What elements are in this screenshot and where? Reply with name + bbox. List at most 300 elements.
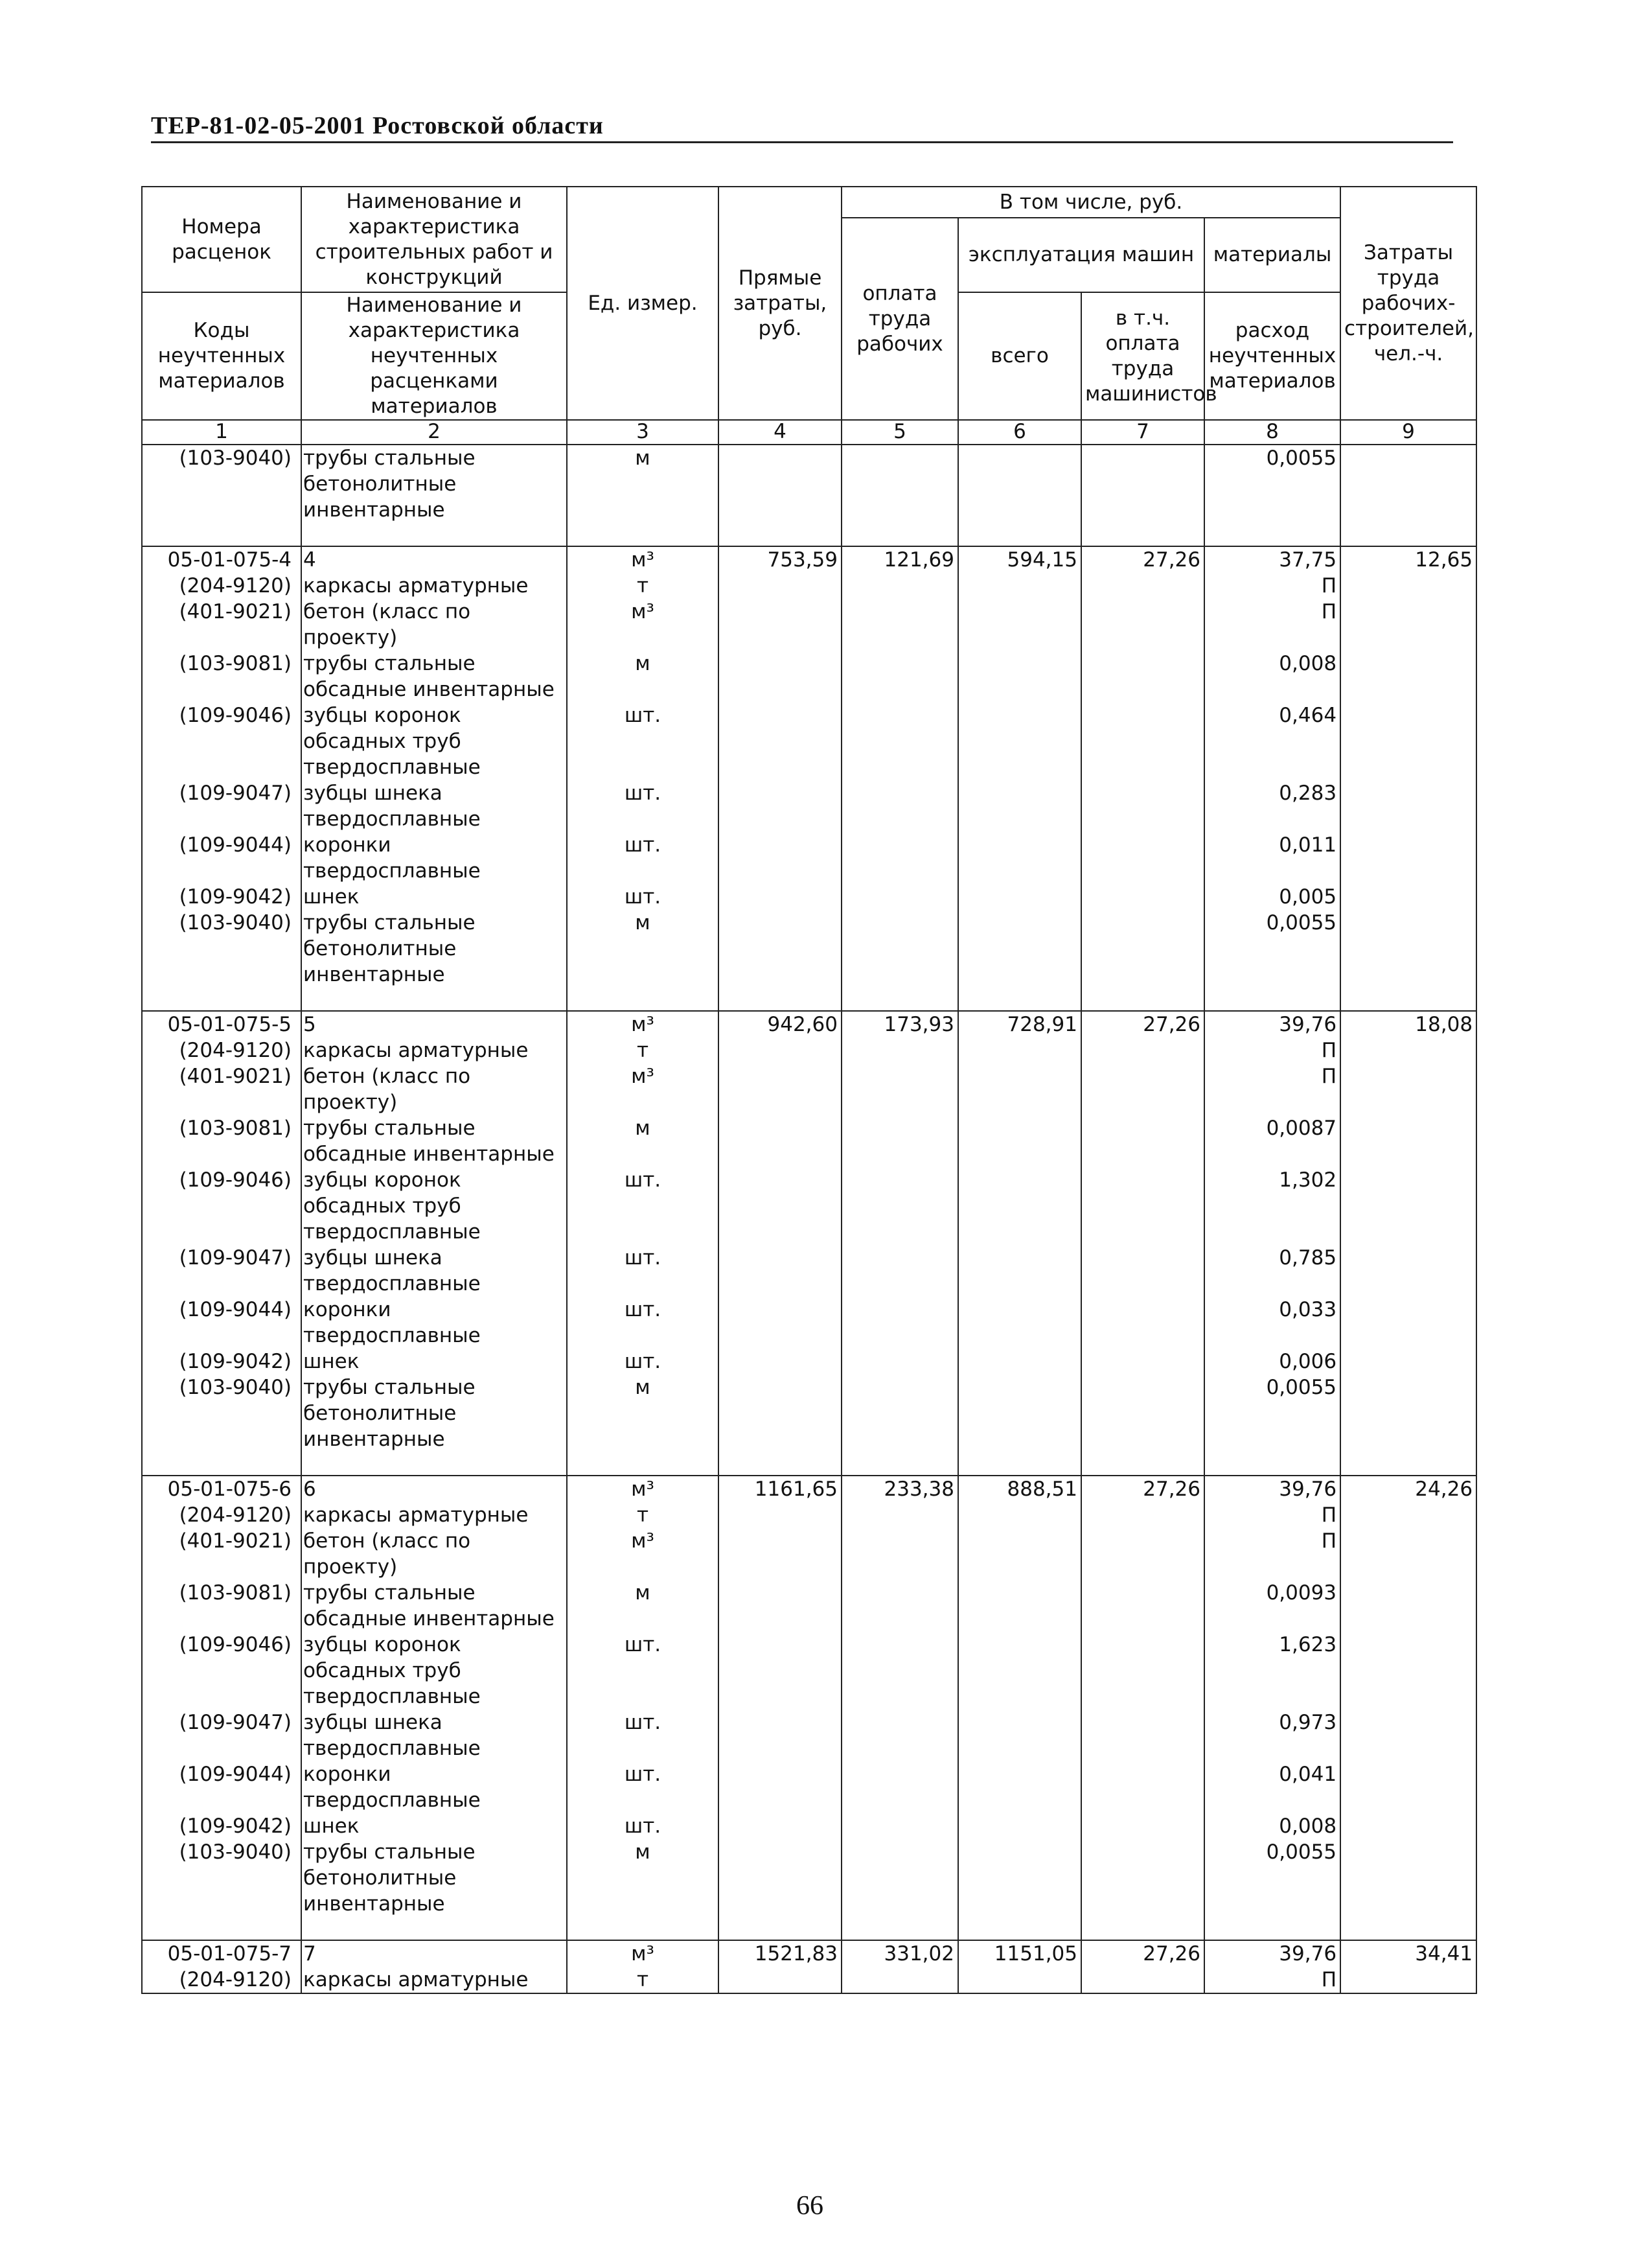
labor-pay — [842, 1761, 958, 1813]
column-number: 3 — [567, 420, 718, 445]
work-name: трубы стальные обсадные инвентарные — [301, 1580, 567, 1632]
spacer-cell — [1204, 1917, 1340, 1940]
labor-pay: 331,02 — [842, 1940, 958, 1967]
unit-cell: шт. — [567, 832, 718, 884]
labor-pay — [842, 599, 958, 651]
labor-hours — [1340, 1813, 1476, 1839]
labor-pay — [842, 1710, 958, 1761]
direct-cost — [718, 910, 842, 988]
direct-cost — [718, 1245, 842, 1297]
material-usage: П — [1204, 599, 1340, 651]
spacer-cell — [1340, 1917, 1476, 1940]
labor-hours — [1340, 1038, 1476, 1063]
direct-cost — [718, 702, 842, 780]
machinist-pay — [1081, 1632, 1204, 1710]
direct-cost — [718, 1502, 842, 1528]
machinist-pay — [1081, 1839, 1204, 1917]
labor-pay — [842, 1349, 958, 1374]
direct-cost: 1521,83 — [718, 1940, 842, 1967]
direct-cost — [718, 1167, 842, 1245]
machinist-pay — [1081, 651, 1204, 702]
labor-pay — [842, 1839, 958, 1917]
table-row — [142, 1167, 1476, 1245]
labor-hours — [1340, 1710, 1476, 1761]
material-usage: 0,041 — [1204, 1761, 1340, 1813]
machinist-pay — [1081, 1063, 1204, 1115]
labor-hours — [1340, 1632, 1476, 1710]
direct-cost — [718, 1967, 842, 1993]
material-usage: П — [1204, 573, 1340, 599]
col1-bottom: Коды неучтенных материалов — [142, 292, 301, 420]
work-name: каркасы арматурные — [301, 1967, 567, 1993]
rate-code: (103-9081) — [142, 1580, 301, 1632]
unit-cell: шт. — [567, 1167, 718, 1245]
labor-hours: 34,41 — [1340, 1940, 1476, 1967]
table-row — [142, 910, 1476, 988]
machine-cost — [958, 1063, 1081, 1115]
spacer-cell — [567, 988, 718, 1011]
machine-cost — [958, 702, 1081, 780]
machinist-pay — [1081, 832, 1204, 884]
machine-cost — [958, 1245, 1081, 1297]
work-name: шнек — [301, 884, 567, 910]
machinist-pay — [1081, 1580, 1204, 1632]
table-row — [142, 1761, 1476, 1813]
direct-cost — [718, 1632, 842, 1710]
unit-cell: м³ — [567, 599, 718, 651]
spacer-cell — [718, 1452, 842, 1476]
unit-cell: м³ — [567, 1528, 718, 1580]
material-usage: 0,005 — [1204, 884, 1340, 910]
col5-labor-pay: оплата труда рабочих — [842, 218, 958, 420]
spacer-cell — [1340, 523, 1476, 546]
machine-cost — [958, 1839, 1081, 1917]
work-name: трубы стальные бетонолитные инвентарные — [301, 910, 567, 988]
spacer-cell — [958, 988, 1081, 1011]
column-number: 9 — [1340, 420, 1476, 445]
labor-pay — [842, 445, 958, 523]
labor-pay — [842, 1063, 958, 1115]
work-name: зубцы шнека твердосплавные — [301, 1710, 567, 1761]
material-usage: 0,464 — [1204, 702, 1340, 780]
document-title: ТЕР-81-02-05-2001 Ростовской области — [151, 112, 604, 139]
table-body — [142, 445, 1476, 1993]
machine-cost — [958, 1632, 1081, 1710]
column-number: 4 — [718, 420, 842, 445]
table-row — [142, 780, 1476, 832]
material-usage: 0,006 — [1204, 1349, 1340, 1374]
labor-pay — [842, 1245, 958, 1297]
spacer-cell — [842, 1452, 958, 1476]
machine-cost — [958, 832, 1081, 884]
machine-cost — [958, 1710, 1081, 1761]
machinist-pay — [1081, 780, 1204, 832]
table-row — [142, 1011, 1476, 1038]
table-row — [142, 702, 1476, 780]
machinist-pay — [1081, 1349, 1204, 1374]
rate-code: (109-9042) — [142, 1349, 301, 1374]
column-number: 1 — [142, 420, 301, 445]
spacer-cell — [958, 523, 1081, 546]
labor-pay — [842, 651, 958, 702]
unit-cell: шт. — [567, 1761, 718, 1813]
machinist-pay: 27,26 — [1081, 1476, 1204, 1502]
unit-cell: шт. — [567, 1349, 718, 1374]
machinist-pay — [1081, 1967, 1204, 1993]
table-row — [142, 884, 1476, 910]
direct-cost: 1161,65 — [718, 1476, 842, 1502]
work-name: зубцы шнека твердосплавные — [301, 1245, 567, 1297]
machinist-pay — [1081, 1528, 1204, 1580]
labor-pay — [842, 1374, 958, 1452]
labor-hours — [1340, 573, 1476, 599]
table-header — [142, 187, 1476, 445]
machine-cost — [958, 1580, 1081, 1632]
table-row — [142, 1476, 1476, 1502]
work-name: каркасы арматурные — [301, 1038, 567, 1063]
column-number: 2 — [301, 420, 567, 445]
unit-cell: м — [567, 1580, 718, 1632]
estimate-table — [141, 186, 1477, 1994]
labor-hours — [1340, 1297, 1476, 1349]
rate-code: (103-9081) — [142, 1115, 301, 1167]
direct-cost — [718, 1839, 842, 1917]
spacer-row — [142, 1917, 1476, 1940]
machine-cost — [958, 1813, 1081, 1839]
work-name: трубы стальные бетонолитные инвентарные — [301, 1839, 567, 1917]
unit-cell: т — [567, 573, 718, 599]
spacer-row — [142, 523, 1476, 546]
table-row — [142, 1940, 1476, 1967]
machinist-pay — [1081, 910, 1204, 988]
machine-cost — [958, 1349, 1081, 1374]
unit-cell: т — [567, 1038, 718, 1063]
machinist-pay — [1081, 1115, 1204, 1167]
machine-cost: 1151,05 — [958, 1940, 1081, 1967]
spacer-cell — [718, 1917, 842, 1940]
labor-pay — [842, 1502, 958, 1528]
material-usage: 39,76 — [1204, 1011, 1340, 1038]
machine-cost — [958, 780, 1081, 832]
col2-top: Наименование и характеристика строительных работ и конструкций — [301, 187, 567, 292]
labor-pay — [842, 1967, 958, 1993]
labor-hours — [1340, 1167, 1476, 1245]
labor-hours — [1340, 832, 1476, 884]
work-name: трубы стальные бетонолитные инвентарные — [301, 445, 567, 523]
unit-cell: м³ — [567, 1940, 718, 1967]
work-name: коронки твердосплавные — [301, 832, 567, 884]
spacer-cell — [567, 1452, 718, 1476]
direct-cost — [718, 1063, 842, 1115]
spacer-cell — [301, 988, 567, 1011]
table-row — [142, 1038, 1476, 1063]
machinist-pay — [1081, 1167, 1204, 1245]
work-name: зубцы коронок обсадных труб твердосплавные — [301, 702, 567, 780]
labor-pay — [842, 1297, 958, 1349]
labor-hours — [1340, 1374, 1476, 1452]
work-name: каркасы арматурные — [301, 1502, 567, 1528]
rate-code: (103-9040) — [142, 910, 301, 988]
spacer-cell — [567, 523, 718, 546]
unit-cell: шт. — [567, 1632, 718, 1710]
work-name: 4 — [301, 546, 567, 573]
rate-code: 05-01-075-6 — [142, 1476, 301, 1502]
unit-cell: т — [567, 1502, 718, 1528]
rate-code: 05-01-075-7 — [142, 1940, 301, 1967]
unit-cell: т — [567, 1967, 718, 1993]
labor-hours — [1340, 1115, 1476, 1167]
unit-cell: м — [567, 1839, 718, 1917]
rate-code: (103-9040) — [142, 1839, 301, 1917]
material-usage: 0,0055 — [1204, 445, 1340, 523]
rate-code: (109-9044) — [142, 832, 301, 884]
spacer-cell — [1081, 1452, 1204, 1476]
labor-pay — [842, 1167, 958, 1245]
col-machines: эксплуатация машин — [958, 218, 1204, 292]
col2-bottom: Наименование и характеристика неучтенных расценками материалов — [301, 292, 567, 420]
labor-hours — [1340, 1502, 1476, 1528]
spacer-cell — [958, 1917, 1081, 1940]
spacer-row — [142, 1452, 1476, 1476]
labor-hours — [1340, 1063, 1476, 1115]
unit-cell: м³ — [567, 1063, 718, 1115]
rate-code: (204-9120) — [142, 1038, 301, 1063]
col4-direct: Прямые затраты, руб. — [718, 187, 842, 420]
labor-hours: 18,08 — [1340, 1011, 1476, 1038]
machinist-pay — [1081, 1374, 1204, 1452]
labor-hours — [1340, 1349, 1476, 1374]
spacer-cell — [301, 1917, 567, 1940]
direct-cost — [718, 1761, 842, 1813]
material-usage: 39,76 — [1204, 1476, 1340, 1502]
direct-cost — [718, 780, 842, 832]
table-row — [142, 1967, 1476, 1993]
spacer-cell — [1204, 988, 1340, 1011]
material-usage: П — [1204, 1038, 1340, 1063]
work-name: каркасы арматурные — [301, 573, 567, 599]
labor-pay — [842, 702, 958, 780]
rate-code: 05-01-075-5 — [142, 1011, 301, 1038]
material-usage: 0,0055 — [1204, 1374, 1340, 1452]
unit-cell: м³ — [567, 1476, 718, 1502]
col9-labor: Затраты труда рабочих-строителей, чел.-ч. — [1340, 187, 1476, 420]
table-row — [142, 832, 1476, 884]
table-row — [142, 1632, 1476, 1710]
machinist-pay — [1081, 1038, 1204, 1063]
document-header — [151, 111, 1453, 143]
labor-hours: 12,65 — [1340, 546, 1476, 573]
labor-pay: 121,69 — [842, 546, 958, 573]
labor-pay — [842, 1580, 958, 1632]
machinist-pay — [1081, 445, 1204, 523]
machinist-pay: 27,26 — [1081, 1940, 1204, 1967]
column-number: 7 — [1081, 420, 1204, 445]
machine-cost — [958, 1115, 1081, 1167]
material-usage: 1,623 — [1204, 1632, 1340, 1710]
table-row — [142, 445, 1476, 523]
spacer-cell — [1340, 1452, 1476, 1476]
direct-cost — [718, 1115, 842, 1167]
machinist-pay — [1081, 1502, 1204, 1528]
material-usage: П — [1204, 1502, 1340, 1528]
labor-pay — [842, 1632, 958, 1710]
direct-cost — [718, 1813, 842, 1839]
material-usage: 0,008 — [1204, 651, 1340, 702]
machine-cost: 888,51 — [958, 1476, 1081, 1502]
unit-cell: м — [567, 445, 718, 523]
labor-hours — [1340, 884, 1476, 910]
unit-cell: шт. — [567, 1813, 718, 1839]
labor-pay — [842, 884, 958, 910]
table-row — [142, 1580, 1476, 1632]
rate-code: 05-01-075-4 — [142, 546, 301, 573]
rate-code: (109-9044) — [142, 1761, 301, 1813]
rate-code: (204-9120) — [142, 1967, 301, 1993]
labor-hours — [1340, 1580, 1476, 1632]
work-name: 6 — [301, 1476, 567, 1502]
table-row — [142, 1839, 1476, 1917]
spacer-cell — [567, 1917, 718, 1940]
labor-hours — [1340, 1245, 1476, 1297]
spacer-cell — [1204, 523, 1340, 546]
rate-code: (109-9042) — [142, 884, 301, 910]
table-row — [142, 599, 1476, 651]
labor-hours — [1340, 702, 1476, 780]
table-row — [142, 1349, 1476, 1374]
work-name: коронки твердосплавные — [301, 1297, 567, 1349]
direct-cost — [718, 445, 842, 523]
rate-code: (401-9021) — [142, 599, 301, 651]
machine-cost — [958, 599, 1081, 651]
spacer-cell — [718, 988, 842, 1011]
machinist-pay — [1081, 1813, 1204, 1839]
table-row — [142, 651, 1476, 702]
rate-code: (109-9044) — [142, 1297, 301, 1349]
page-number: 66 — [796, 2191, 823, 2221]
labor-pay — [842, 1115, 958, 1167]
labor-hours — [1340, 1761, 1476, 1813]
direct-cost: 753,59 — [718, 546, 842, 573]
direct-cost — [718, 599, 842, 651]
machinist-pay — [1081, 702, 1204, 780]
labor-hours — [1340, 780, 1476, 832]
spacer-row — [142, 988, 1476, 1011]
table-row — [142, 1245, 1476, 1297]
table-row — [142, 1813, 1476, 1839]
labor-hours — [1340, 445, 1476, 523]
direct-cost — [718, 1580, 842, 1632]
work-name: коронки твердосплавные — [301, 1761, 567, 1813]
table-row — [142, 573, 1476, 599]
work-name: бетон (класс по проекту) — [301, 599, 567, 651]
spacer-cell — [842, 1917, 958, 1940]
unit-cell: м³ — [567, 546, 718, 573]
labor-pay — [842, 832, 958, 884]
spacer-cell — [142, 1452, 301, 1476]
machinist-pay — [1081, 599, 1204, 651]
machinist-pay — [1081, 1710, 1204, 1761]
spacer-cell — [1081, 988, 1204, 1011]
col1-top: Номера расценок — [142, 187, 301, 292]
spacer-cell — [142, 988, 301, 1011]
work-name: зубцы коронок обсадных труб твердосплавные — [301, 1167, 567, 1245]
machine-cost — [958, 1528, 1081, 1580]
unit-cell: м³ — [567, 1011, 718, 1038]
material-usage: 0,0055 — [1204, 910, 1340, 988]
material-usage: 0,008 — [1204, 1813, 1340, 1839]
material-usage: 0,0055 — [1204, 1839, 1340, 1917]
work-name: 7 — [301, 1940, 567, 1967]
labor-hours — [1340, 1839, 1476, 1917]
rate-code: (401-9021) — [142, 1528, 301, 1580]
spacer-cell — [1081, 1917, 1204, 1940]
unit-cell: м — [567, 1374, 718, 1452]
table-row — [142, 546, 1476, 573]
work-name: шнек — [301, 1813, 567, 1839]
labor-pay: 233,38 — [842, 1476, 958, 1502]
unit-cell: шт. — [567, 1297, 718, 1349]
table-row — [142, 1115, 1476, 1167]
material-usage: 0,0093 — [1204, 1580, 1340, 1632]
rate-code: (109-9047) — [142, 780, 301, 832]
rate-code: (401-9021) — [142, 1063, 301, 1115]
material-usage: 37,75 — [1204, 546, 1340, 573]
rate-code: (109-9042) — [142, 1813, 301, 1839]
table-row — [142, 1374, 1476, 1452]
unit-cell: шт. — [567, 702, 718, 780]
spacer-cell — [1340, 988, 1476, 1011]
labor-hours — [1340, 910, 1476, 988]
material-usage: П — [1204, 1528, 1340, 1580]
machine-cost — [958, 1761, 1081, 1813]
rate-code: (103-9040) — [142, 445, 301, 523]
col7-mach-labor: в т.ч. оплата труда машинистов — [1081, 292, 1204, 420]
material-usage: 0,0087 — [1204, 1115, 1340, 1167]
unit-cell: м — [567, 651, 718, 702]
machinist-pay — [1081, 573, 1204, 599]
machine-cost — [958, 910, 1081, 988]
machinist-pay — [1081, 1245, 1204, 1297]
material-usage: 1,302 — [1204, 1167, 1340, 1245]
work-name: зубцы шнека твердосплавные — [301, 780, 567, 832]
col-group-header: В том числе, руб. — [842, 187, 1340, 218]
direct-cost — [718, 832, 842, 884]
material-usage: 39,76 — [1204, 1940, 1340, 1967]
col8-materials: расход неучтенных материалов — [1204, 292, 1340, 420]
rate-code: (109-9046) — [142, 702, 301, 780]
work-name: трубы стальные бетонолитные инвентарные — [301, 1374, 567, 1452]
machinist-pay — [1081, 1761, 1204, 1813]
labor-hours: 24,26 — [1340, 1476, 1476, 1502]
rate-code: (103-9040) — [142, 1374, 301, 1452]
unit-cell: шт. — [567, 884, 718, 910]
col6-mach-total: всего — [958, 292, 1081, 420]
spacer-cell — [301, 523, 567, 546]
unit-cell: м — [567, 1115, 718, 1167]
machinist-pay — [1081, 1297, 1204, 1349]
column-number: 6 — [958, 420, 1081, 445]
col3-unit: Ед. измер. — [567, 187, 718, 420]
rate-code: (109-9046) — [142, 1167, 301, 1245]
direct-cost — [718, 1710, 842, 1761]
col-materials: материалы — [1204, 218, 1340, 292]
rate-code: (103-9081) — [142, 651, 301, 702]
work-name: зубцы коронок обсадных труб твердосплавные — [301, 1632, 567, 1710]
material-usage: 0,011 — [1204, 832, 1340, 884]
material-usage: 0,283 — [1204, 780, 1340, 832]
spacer-cell — [842, 988, 958, 1011]
rate-code: (109-9047) — [142, 1710, 301, 1761]
